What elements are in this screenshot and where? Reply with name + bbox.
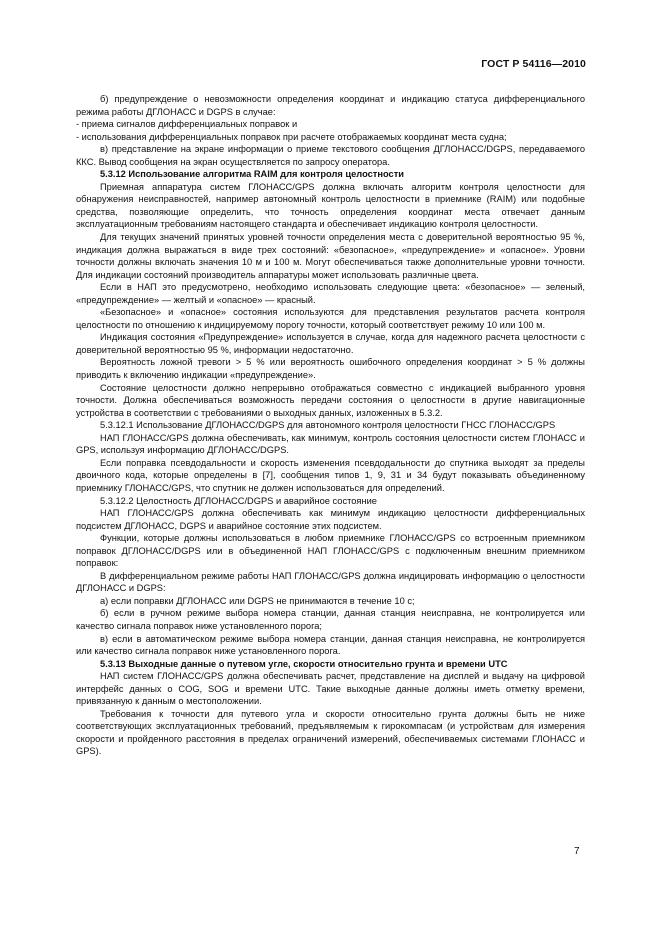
- paragraph: Если поправка псевдодальности и скорость изменения псевдодальности до спутника выходят за пределы двоичного кода, которые определены в [7], сообщения типов 1, 9, 31 и 34 будут показывать объединенному приемнику ГЛОНАСС/GPS, что спутник не должен использоваться для определений.: [76, 457, 585, 493]
- paragraph: Если в НАП это предусмотрено, необходимо использовать следующие цвета: «безопасное» — зеленый, «предупреждение» — желтый и «опасное» — красный.: [76, 282, 585, 305]
- document-body: [76, 93, 585, 758]
- list-item-b: б) если в ручном режиме выбора номера станции, данная станция неисправна, не контролируется или качество сигнала поправок ниже установленного порога;: [76, 608, 585, 631]
- list-item-v: в) если в автоматическом режиме выбора номера станции, данная станция неисправна, не контролируется или качество сигнала поправок ниже установленного порога.: [76, 633, 585, 657]
- paragraph: Индикация состояния «Предупреждение» используется в случае, когда для надежного расчета целостности с доверительной вероятностью 95 %, информации недостаточно.: [76, 332, 585, 355]
- bullet-item: - приема сигналов дифференциальных поправок и: [76, 119, 298, 130]
- section-heading-5-3-12: 5.3.12 Использование алгоритма RAIM для контроля целостности: [100, 169, 404, 180]
- paragraph: Состояние целостности должно непрерывно отображаться совместно с индикацией выбранного уровня точности. Должна обеспечиваться возможность передачи состояния о целостности в другие навигационные устройства в соответствии с требованиями о выходных данных, изложенных в 5.3.2.: [76, 382, 585, 418]
- paragraph-item-v: в) представление на экране информации о приеме текстового сообщения ДГЛОНАСС/DGPS, передаваемого ККС. Вывод сообщения на экран осуществляется по запросу оператора.: [76, 144, 585, 167]
- paragraph: Вероятность ложной тревоги > 5 % или вероятность ошибочного определения координат > 5 % должны приводить к включению индикации «предупреждение».: [76, 357, 585, 381]
- subsection-heading-5-3-12-1: 5.3.12.1 Использование ДГЛОНАСС/DGPS для автономного контроля целостности ГНСС ГЛОНАСС/GPS: [100, 420, 556, 431]
- paragraph: Приемная аппаратура систем ГЛОНАСС/GPS должна включать алгоритм контроля целостности для обнаружения неисправностей, например автономный контроль целостности в приемнике (RAIM) или подобные средства, позволяющие определить, что точность определения координат места отвечает данным эксплуатационным требованиям настоящего стандарта и обеспечивает индикацию контроля целостности.: [76, 181, 586, 230]
- paragraph: НАП ГЛОНАСС/GPS должна обеспечивать как минимум индикацию целостности дифференциальных подсистем ДГЛОНАСС, DGPS и аварийное состояние этих подсистем.: [76, 508, 585, 531]
- paragraph: В дифференциальном режиме работы НАП ГЛОНАСС/GPS должна индицировать информацию о целостности ДГЛОНАСС и DGPS:: [76, 570, 585, 594]
- bullet-item: - использования дифференциальных поправок при расчете отображаемых координат места судна;: [76, 131, 507, 142]
- section-heading-5-3-13: 5.3.13 Выходные данные о путевом угле, скорости относительно грунта и времени UTC: [100, 658, 508, 669]
- paragraph: Требования к точности для путевого угла и скорости относительно грунта должны быть не ниже соответствующих эксплуатационных требований, предъявляемым к гирокомпасам (и устройствам для измерения скорости и пройденного расстояния в пределах ограничений измерений, обеспечиваемых системами ГЛОНАСС и GPS).: [76, 708, 585, 757]
- list-item-a: а) если поправки ДГЛОНАСС или DGPS не принимаются в течение 10 с;: [100, 595, 415, 606]
- document-code-header: ГОСТ Р 54116—2010: [481, 58, 586, 70]
- paragraph: «Безопасное» и «опасное» состояния используются для представления результатов расчета контроля целостности по отношению к индицируемому порогу точности, который соответствует режиму 10 или 100 м.: [76, 307, 585, 330]
- page-number: 7: [574, 846, 580, 857]
- paragraph-item-b: б) предупреждение о невозможности определения координат и индикацию статуса дифференциального режима работы ДГЛОНАСС и DGPS в случае:: [76, 94, 585, 117]
- subsection-heading-5-3-12-2: 5.3.12.2 Целостность ДГЛОНАСС/DGPS и аварийное состояние: [100, 495, 377, 506]
- paragraph: Функции, которые должны использоваться в любом приемнике ГЛОНАСС/GPS со встроенным приемником поправок ДГЛОНАСС/DGPS или в объединенной НАП ГЛОНАСС/GPS с подключенным внешним приемником поправок:: [76, 533, 585, 569]
- paragraph: Для текущих значений принятых уровней точности определения места с доверительной вероятностью 95 %, индикация должна выражаться в виде трех состояний: «безопасное», «предупреждение» и «опасное». Уровни точности должны включать значения 10 м и 100 м. Могут обеспечиваться также дополнительные уровни точности. Для индикации состояний производитель аппаратуры может использовать различные цвета.: [76, 232, 585, 280]
- paragraph: НАП систем ГЛОНАСС/GPS должна обеспечивать расчет, представление на дисплей и выдачу на цифровой интерфейс данных о COG, SOG и времени UTC. Такие выходные данные должны иметь отметку времени, привязанную к данным о местоположении.: [76, 671, 585, 707]
- paragraph: НАП ГЛОНАСС/GPS должна обеспечивать, как минимум, контроль состояния целостности систем ГЛОНАСС и GPS, используя информацию ДГЛОНАСС/DGPS.: [76, 432, 585, 456]
